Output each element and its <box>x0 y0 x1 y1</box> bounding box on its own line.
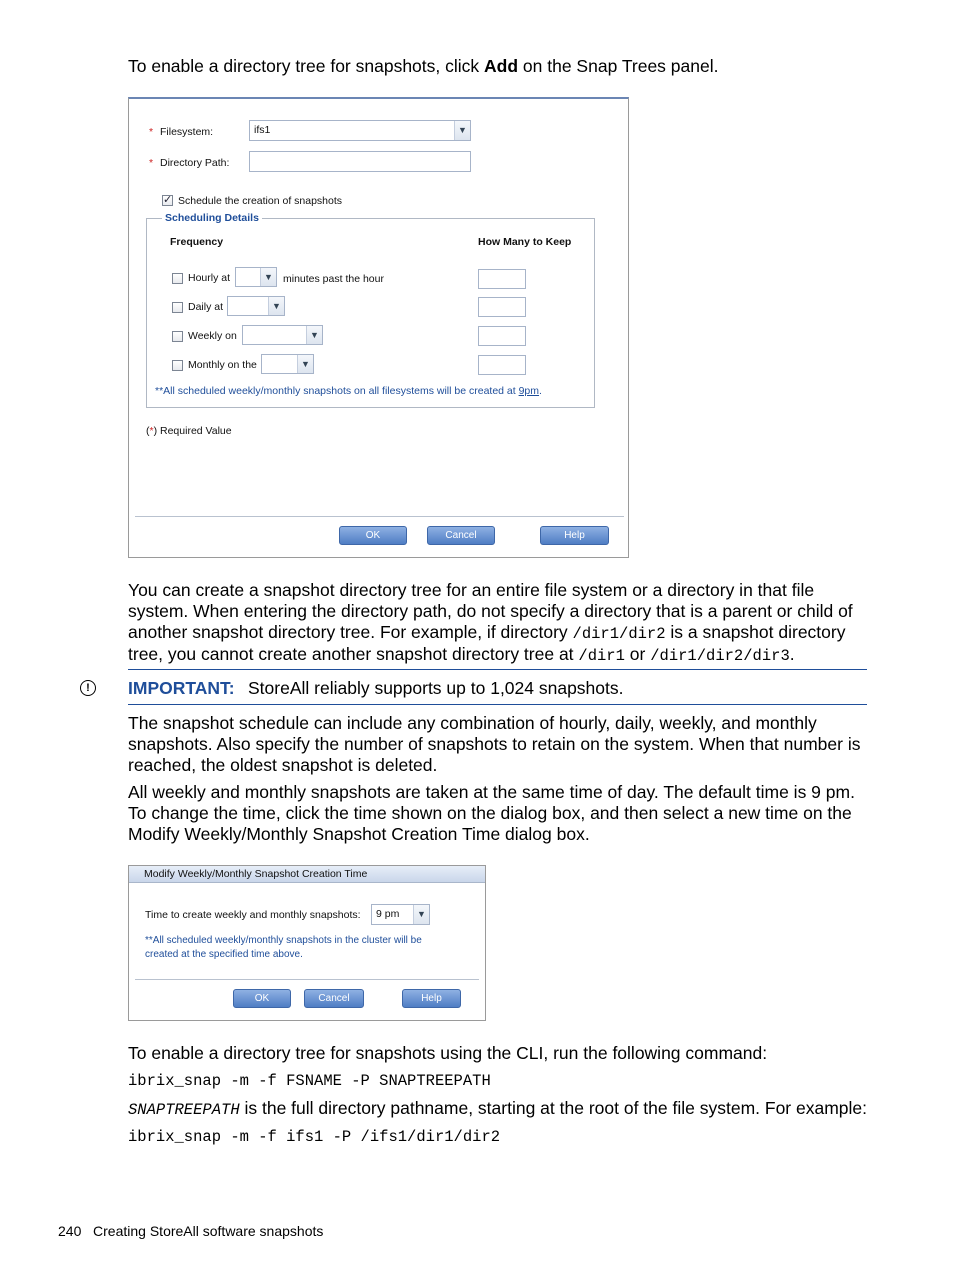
chevron-down-icon[interactable]: ▼ <box>268 297 284 315</box>
monthly-label: Monthly on the <box>188 359 257 371</box>
chevron-down-icon[interactable]: ▼ <box>260 268 276 286</box>
required-asterisk: * <box>149 126 154 138</box>
time-value: 9 pm <box>376 908 400 920</box>
cancel-button[interactable]: Cancel <box>427 526 495 545</box>
filesystem-select[interactable] <box>249 120 471 141</box>
daily-label: Daily at <box>188 301 224 313</box>
schedule-checkbox-label: Schedule the creation of snapshots <box>178 195 343 207</box>
code-dir1-dir2-dir3: /dir1/dir2/dir3 <box>650 647 790 666</box>
cli-paragraph: To enable a directory tree for snapshots using the CLI, run the following command: <box>128 1043 768 1063</box>
important-top-rule <box>128 669 867 670</box>
section-title: Creating StoreAll software snapshots <box>93 1223 324 1239</box>
chevron-down-icon[interactable]: ▼ <box>297 355 313 373</box>
daily-keep-input[interactable] <box>478 297 526 317</box>
weekly-label: Weekly on <box>188 330 237 342</box>
schedule-paragraph: The snapshot schedule can include any combination of hourly, daily, weekly, and monthly snapshots. Also specify the number of snapshots to retain on the system. When that number is reached, the oldest snapshot is deleted. <box>128 713 861 775</box>
time-select[interactable] <box>371 904 430 925</box>
filesystem-label: Filesystem: <box>160 126 214 138</box>
required-asterisk: * <box>149 157 154 169</box>
cancel-button[interactable]: Cancel <box>304 989 364 1008</box>
directory-path-input[interactable] <box>249 151 471 172</box>
hourly-checkbox[interactable] <box>172 273 183 284</box>
help-button[interactable]: Help <box>540 526 609 545</box>
cli-command-example: ibrix_snap -m -f ifs1 -P /ifs1/dir1/dir2 <box>128 1128 501 1146</box>
time-note-line1: **All scheduled weekly/monthly snapshots in the cluster will be <box>145 935 422 946</box>
code-dir1-dir2: /dir1/dir2 <box>572 624 666 643</box>
weekly-day-select[interactable] <box>242 325 323 345</box>
important-text: StoreAll reliably supports up to 1,024 snapshots. <box>248 678 624 698</box>
hourly-keep-input[interactable] <box>478 269 526 289</box>
cli-command-syntax: ibrix_snap -m -f FSNAME -P SNAPTREEPATH <box>128 1072 491 1090</box>
how-many-to-keep-header: How Many to Keep <box>478 236 572 248</box>
monthly-checkbox[interactable] <box>172 360 183 371</box>
monthly-keep-input[interactable] <box>478 355 526 375</box>
ok-button[interactable]: OK <box>339 526 407 545</box>
important-label: IMPORTANT: <box>128 678 235 698</box>
weekly-checkbox[interactable] <box>172 331 183 342</box>
modify-time-dialog <box>128 865 486 1021</box>
filesystem-value: ifs1 <box>254 124 271 136</box>
directory-tree-paragraph: You can create a snapshot directory tree for an entire file system or a directory in that file system. When entering the directory path, do not specify a directory that is a parent or child of another snapshot directory tree. For example, if directory /dir1/dir2 is a snapshot directory tree, you cannot create another snapshot directory tree at /dir1 or /dir1/dir2/dir3. <box>128 580 853 666</box>
scheduling-details-title: Scheduling Details <box>162 212 262 224</box>
hourly-minutes-select[interactable] <box>235 267 277 287</box>
daily-checkbox[interactable] <box>172 302 183 313</box>
frequency-header: Frequency <box>170 236 224 248</box>
important-bottom-rule <box>128 704 867 705</box>
important-icon: ! <box>80 680 96 696</box>
page-footer <box>58 1223 323 1239</box>
snaptreepath-term: SNAPTREEPATH <box>128 1101 240 1119</box>
weekly-keep-input[interactable] <box>478 326 526 346</box>
modify-time-dialog-title: Modify Weekly/Monthly Snapshot Creation Time <box>129 866 485 883</box>
dialog-separator <box>135 516 624 517</box>
dialog-separator <box>135 979 479 980</box>
page-number: 240 <box>58 1223 82 1239</box>
time-change-paragraph: All weekly and monthly snapshots are taken at the same time of day. The default time is 9 pm. To change the time, click the time shown on the dialog box, and then select a new time on the Modify Weekly/Monthly Snapshot Creation Time dialog box. <box>128 782 855 844</box>
time-note-line2: created at the specified time above. <box>145 949 303 960</box>
snaptreepath-paragraph: SNAPTREEPATH is the full directory pathname, starting at the root of the file system. For example: <box>128 1098 867 1119</box>
ok-button[interactable]: OK <box>233 989 291 1008</box>
monthly-day-select[interactable] <box>261 354 314 374</box>
help-button[interactable]: Help <box>402 989 461 1008</box>
hourly-suffix-label: minutes past the hour <box>283 273 384 285</box>
add-keyword: Add <box>484 56 519 76</box>
required-value-note: (*) Required Value <box>146 425 232 437</box>
intro-text: To enable a directory tree for snapshots, click Add on the Snap Trees panel. <box>128 56 719 76</box>
chevron-down-icon[interactable]: ▼ <box>413 905 429 924</box>
code-dir1: /dir1 <box>578 647 625 666</box>
daily-time-select[interactable] <box>227 296 285 316</box>
schedule-note: **All scheduled weekly/monthly snapshots on all filesystems will be created at 9pm. <box>155 385 542 397</box>
schedule-checkbox[interactable] <box>162 195 173 206</box>
time-9pm-link[interactable]: 9pm <box>518 385 540 397</box>
chevron-down-icon[interactable]: ▼ <box>454 121 470 140</box>
hourly-label: Hourly at <box>188 272 231 284</box>
chevron-down-icon[interactable]: ▼ <box>306 326 322 344</box>
directory-path-label: Directory Path: <box>160 157 230 169</box>
time-label: Time to create weekly and monthly snapshots: <box>145 909 361 921</box>
add-snap-tree-dialog <box>128 97 629 558</box>
